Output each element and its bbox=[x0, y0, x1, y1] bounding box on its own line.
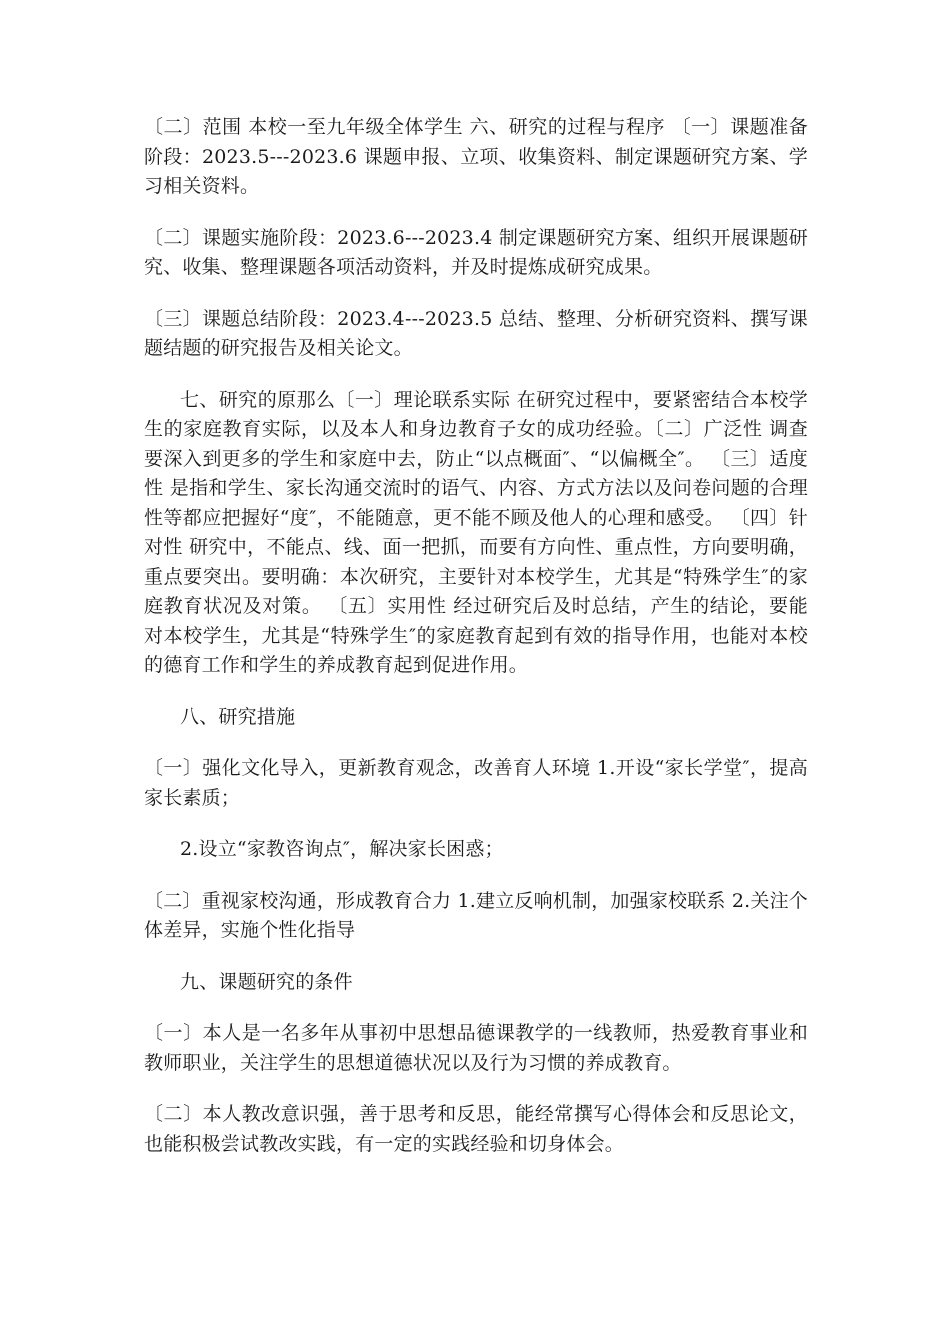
paragraph-measure-1: 〔一〕强化文化导入，更新教育观念，改善育人环境 1.开设“家长学堂″，提高家长素质； bbox=[144, 757, 808, 809]
paragraph-condition-1: 〔一〕本人是一名多年从事初中思想品德课教学的一线教师，热爱教育事业和教师职业，关注学生的思想道德状况以及行为习惯的养成教育。 bbox=[144, 1022, 808, 1074]
paragraph-measure-2: 〔二〕重视家校沟通，形成教育合力 1.建立反响机制，加强家校联系 2.关注个体差异，实施个性化指导 bbox=[144, 889, 808, 941]
paragraph-principles: 七、研究的原那么〔一〕理论联系实际 在研究过程中，要紧密结合本校学生的家庭教育实际，以及本人和身边教育子女的成功经验。〔二〕广泛性 调查要深入到更多的学生和家庭中去，防止“以点概面″、“以偏概全″。 〔三〕适度性 是指和学生、家长沟通交流时的语气、内容、方式方法以及问卷问题的合理性等都应把握好“度″，不能随意，更不能不顾及他人的心理和感受。 〔四〕针对性 研究中，不能点、线、面一把抓，而要有方向性、重点性，方向要明确，重点要突出。要明确：本次研究，主要针对本校学生，尤其是“特殊学生″的家庭教育状况及对策。 〔五〕实用性 经过研究后及时总结，产生的结论，要能对本校学生，尤其是“特殊学生″的家庭教育起到有效的指导作用，也能对本校的德育工作和学生的养成教育起到促进作用。 bbox=[144, 388, 808, 676]
heading-research-measures: 八、研究措施 bbox=[180, 705, 296, 728]
paragraph-condition-2: 〔二〕本人教改意识强，善于思考和反思，能经常撰写心得体会和反思论文，也能积极尝试教改实践，有一定的实践经验和切身体会。 bbox=[144, 1103, 808, 1155]
paragraph-measure-1-2: 2.设立“家教咨询点″，解决家长困惑； bbox=[180, 838, 504, 860]
paragraph-scope-and-prep: 〔二〕范围 本校一至九年级全体学生 六、研究的过程与程序 〔一〕课题准备阶段：2023.5---2023.6 课题申报、立项、收集资料、制定课题研究方案、学习相关资料。 bbox=[144, 116, 808, 197]
paragraph-implementation-stage: 〔二〕课题实施阶段：2023.6---2023.4 制定课题研究方案、组织开展课题研究、收集、整理课题各项活动资料，并及时提炼成研究成果。 bbox=[144, 226, 808, 278]
heading-research-conditions: 九、课题研究的条件 bbox=[180, 970, 353, 993]
document-page bbox=[144, 113, 808, 1181]
paragraph-summary-stage: 〔三〕课题总结阶段：2023.4---2023.5 总结、整理、分析研究资料、撰写课题结题的研究报告及相关论文。 bbox=[144, 307, 808, 359]
